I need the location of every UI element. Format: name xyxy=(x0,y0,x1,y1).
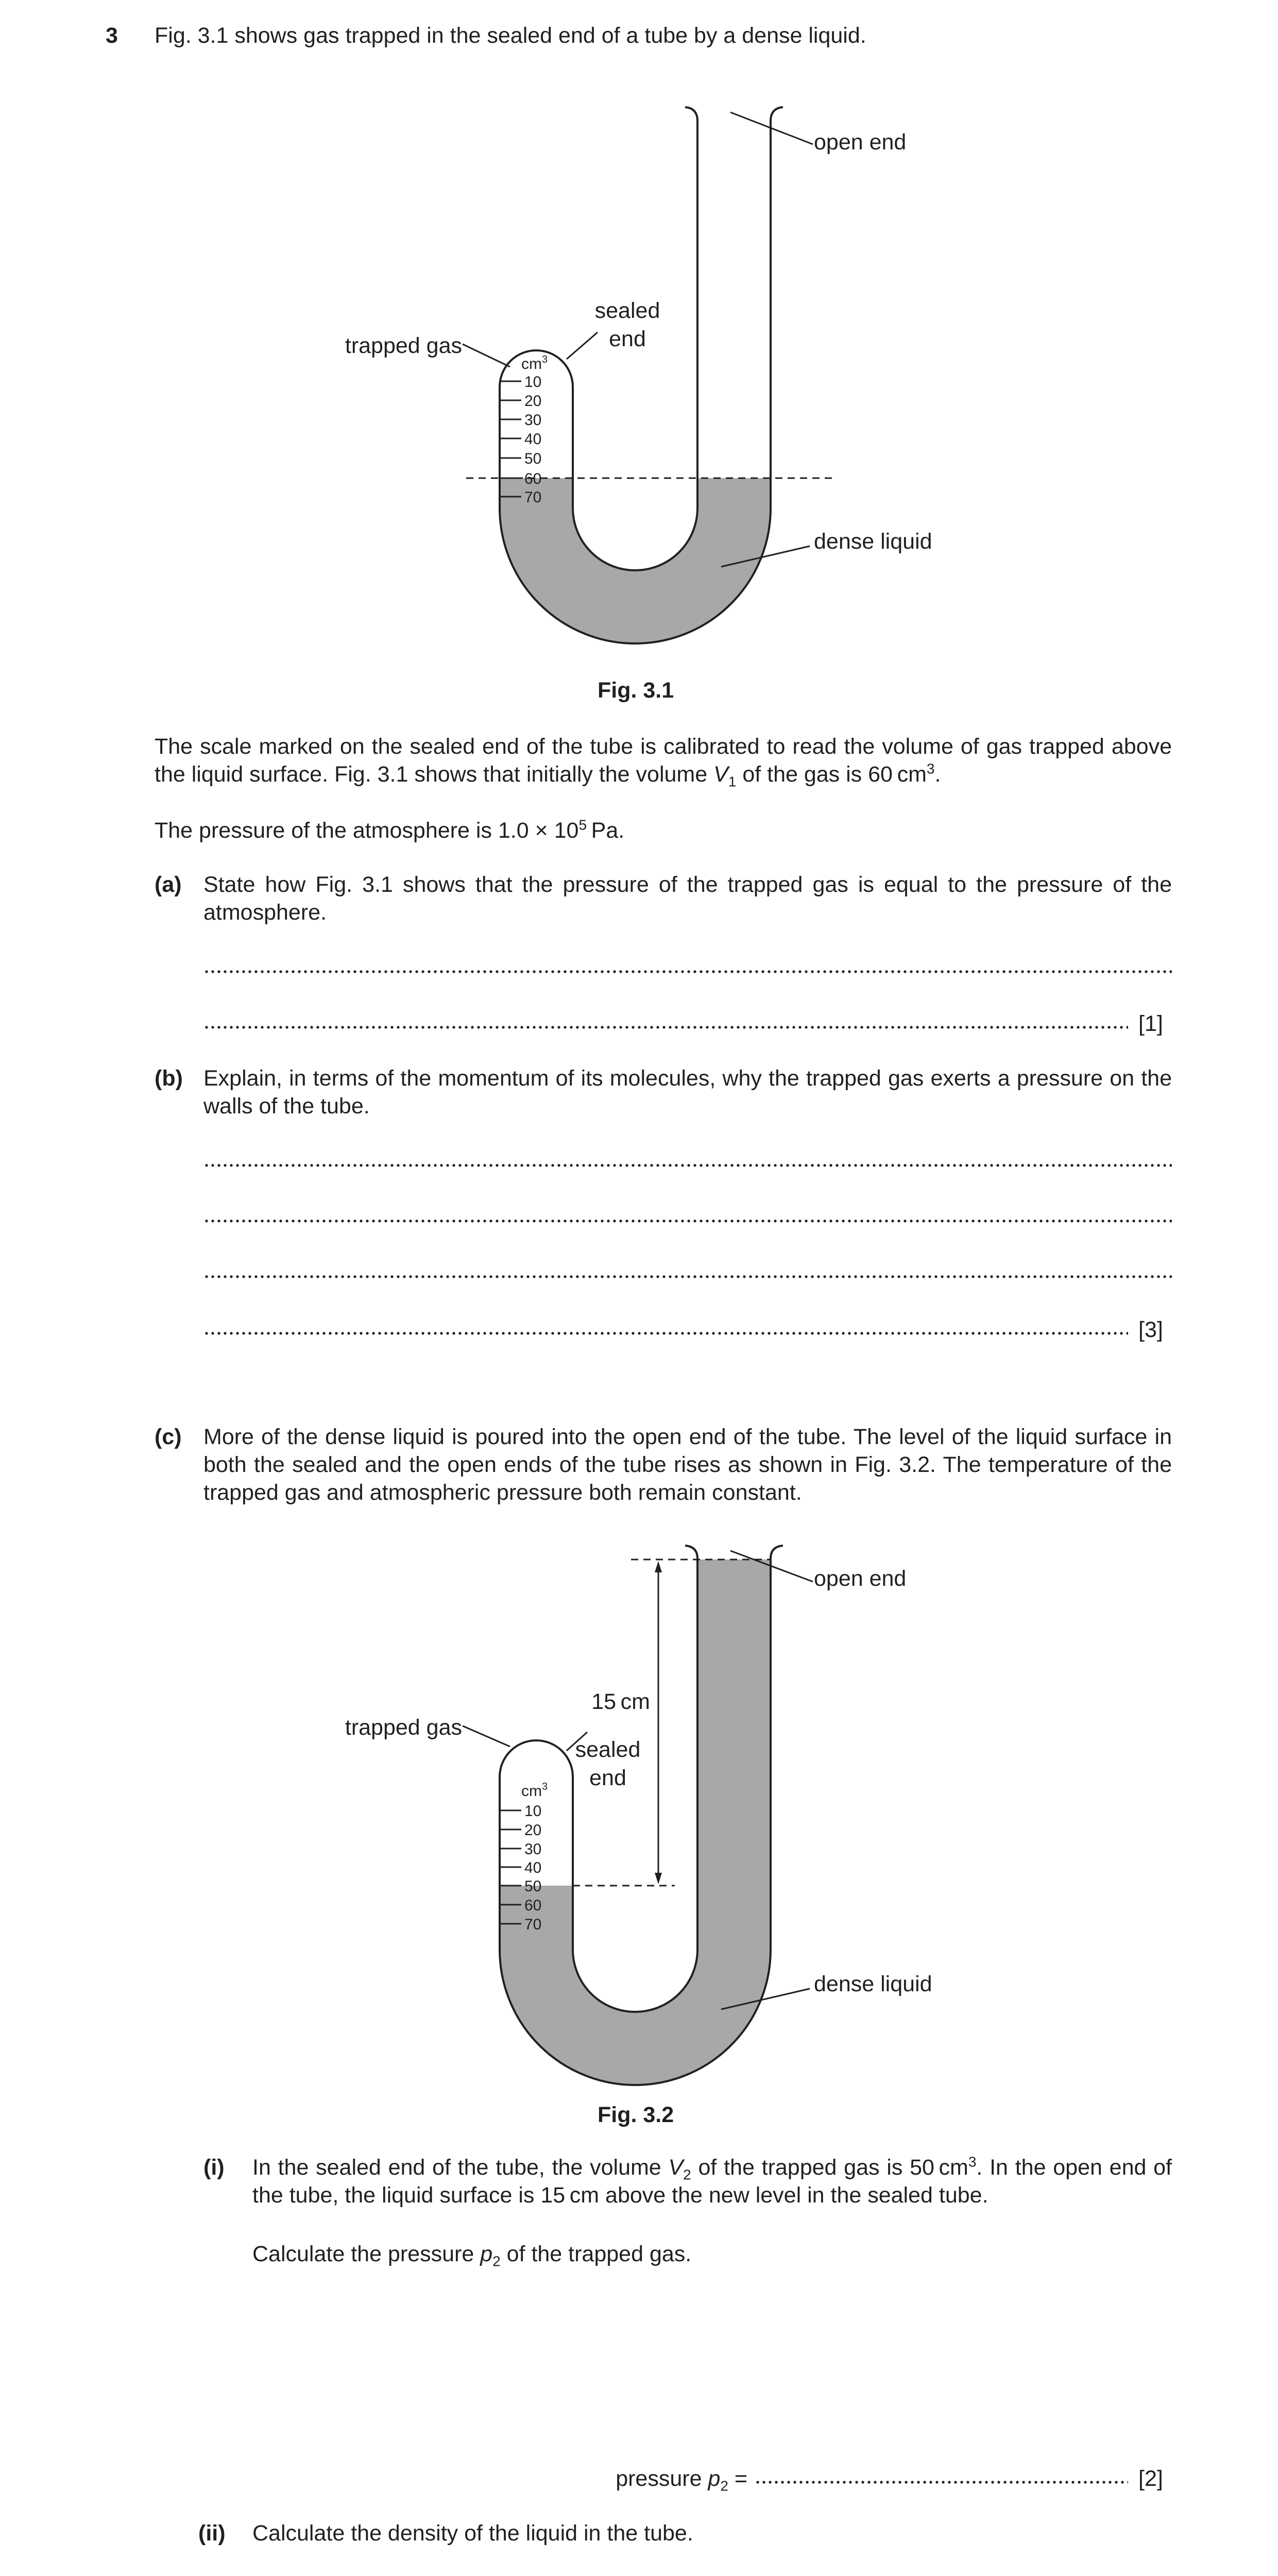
scale-mark: 30 xyxy=(524,1841,542,1858)
part-b-marks: [3] xyxy=(1138,1317,1163,1342)
label-dense-liquid: dense liquid xyxy=(814,529,932,554)
part-c-i-question: In the sealed end of the tube, the volume $V_2$ of the trapped gas is 50 $cm^3$. In the open end of the tube, the liquid surface is 15 cm above the new level in the sealed tube. xyxy=(252,2154,1172,2208)
label-sealed: sealed xyxy=(575,1737,641,1762)
scale-mark: 40 xyxy=(524,431,542,448)
question-intro: Fig. 3.1 shows gas trapped in the sealed end of a tube by a dense liquid. xyxy=(155,23,866,48)
fig-3-2-diagram xyxy=(0,1494,1278,2112)
part-b-question: Explain, in terms of the momentum of its molecules, why the trapped gas exerts a pressure on the walls of the tube. xyxy=(203,1066,1172,1118)
scale-mark: 20 xyxy=(524,393,542,410)
part-c-question: More of the dense liquid is poured into the open end of the tube. The level of the liquid surface in both the sealed and the open ends of the tube rises as shown in Fig. 3.2. The temperature of the trapped gas and atmospheric pressure both remain constant. xyxy=(203,1425,1172,1505)
leader-trapped-gas xyxy=(463,344,510,367)
label-end: end xyxy=(609,327,646,351)
pressure-answer-label: pressure $p_2$ = xyxy=(616,2466,747,2494)
label-sealed: sealed xyxy=(594,298,660,323)
arrow-head-up xyxy=(655,1561,662,1572)
scale-mark: 60 xyxy=(524,470,542,487)
label-end: end xyxy=(589,1766,626,1790)
leader-sealed-end xyxy=(567,332,598,359)
question-number: 3 xyxy=(106,23,118,48)
answer-line[interactable] xyxy=(203,1163,1172,1167)
scale-unit: $cm^3$ xyxy=(521,1781,548,1800)
answer-line[interactable] xyxy=(203,1275,1172,1279)
fig-3-1-diagram xyxy=(0,0,1278,670)
part-c-i-label: (i) xyxy=(203,2155,225,2180)
scale-mark: 10 xyxy=(524,1803,542,1820)
part-b-label: (b) xyxy=(155,1066,183,1091)
atmosphere-pressure: The pressure of the atmosphere is $1.0 \times 10^5$ Pa. xyxy=(155,817,625,843)
scale-mark: 70 xyxy=(524,1916,542,1933)
part-c-i-marks: [2] xyxy=(1138,2466,1163,2491)
answer-line[interactable] xyxy=(203,1331,1128,1335)
pressure-answer-line[interactable] xyxy=(755,2480,1128,2484)
part-a-question: State how Fig. 3.1 shows that the pressure of the trapped gas is equal to the pressure of the atmosphere. xyxy=(203,872,1172,925)
scale-mark: 10 xyxy=(524,374,542,391)
scale-unit: $cm^3$ xyxy=(521,354,548,372)
fig-3-1-caption: Fig. 3.1 xyxy=(598,678,674,703)
scale-mark: 60 xyxy=(524,1897,542,1914)
part-a-label: (a) xyxy=(155,872,182,897)
part-c-ii-label: (ii) xyxy=(198,2521,226,2546)
answer-line[interactable] xyxy=(203,1219,1172,1223)
label-open-end: open end xyxy=(814,130,907,155)
answer-line[interactable] xyxy=(203,1025,1128,1029)
scale-mark: 20 xyxy=(524,1822,542,1839)
leader-trapped-gas xyxy=(463,1726,510,1747)
label-height-15cm: 15 cm xyxy=(591,1689,650,1714)
fig-3-2-caption: Fig. 3.2 xyxy=(598,2103,674,2127)
scale-mark: 30 xyxy=(524,412,542,429)
scale-paragraph: The scale marked on the sealed end of the tube is calibrated to read the volume of gas trapped above the liquid surface. Fig. 3.1 shows that initially the volume $V_1$ of the gas is 60 $cm^3$. xyxy=(155,734,1172,790)
scale-mark: 50 xyxy=(524,450,542,467)
arrow-head-down xyxy=(655,1873,662,1884)
part-a-marks: [1] xyxy=(1138,1011,1163,1036)
label-dense-liquid: dense liquid xyxy=(814,1972,932,1996)
label-open-end: open end xyxy=(814,1566,907,1591)
label-trapped-gas: trapped gas xyxy=(345,333,462,358)
part-c-ii-question: Calculate the density of the liquid in the tube. xyxy=(252,2521,693,2546)
scale-mark: 70 xyxy=(524,489,542,506)
answer-line[interactable] xyxy=(203,970,1172,974)
part-c-label: (c) xyxy=(155,1425,182,1449)
scale-mark: 50 xyxy=(524,1878,542,1895)
part-c-i-instruction: Calculate the pressure $p_2$ of the trapped gas. xyxy=(252,2242,692,2269)
scale-mark: 40 xyxy=(524,1859,542,1876)
label-trapped-gas: trapped gas xyxy=(345,1715,462,1740)
